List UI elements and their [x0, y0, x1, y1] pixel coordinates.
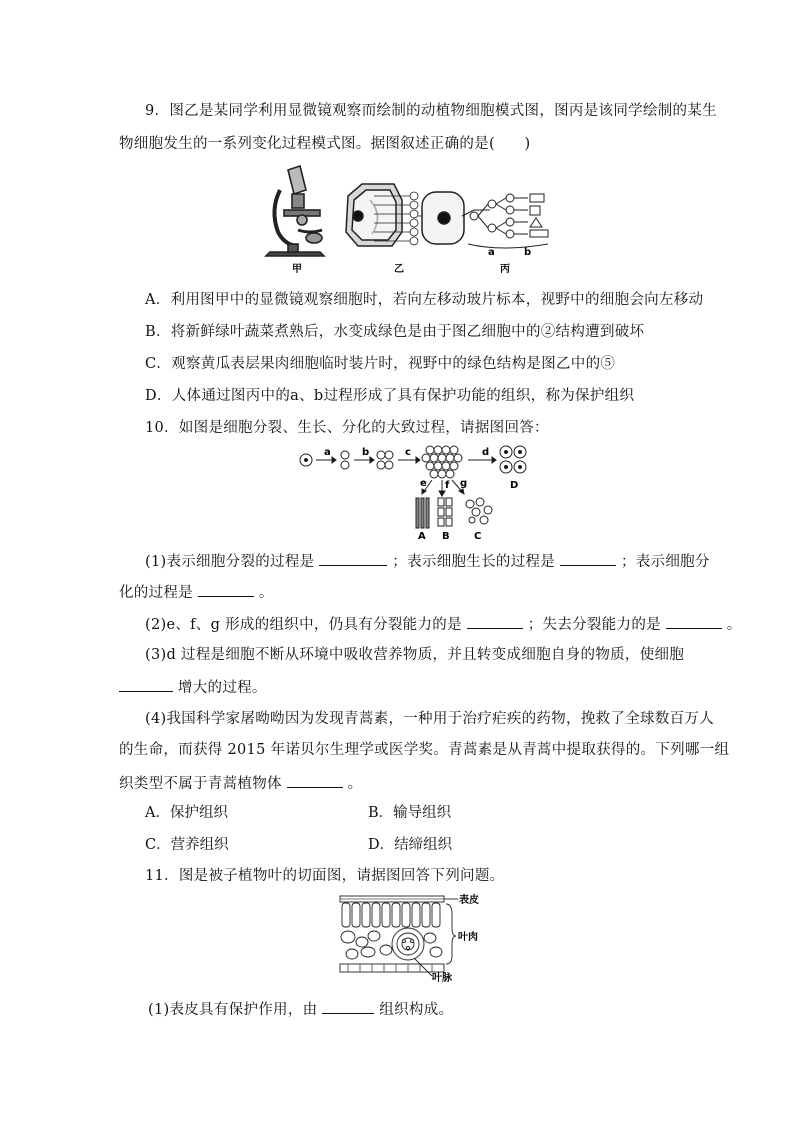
q10-p2-text-b: ；失去分裂能力的是: [527, 617, 661, 633]
q10-stem: 10．如图是细胞分裂、生长、分化的大致过程，请据图回答：: [145, 420, 549, 436]
q10-part1-line2: [119, 581, 274, 603]
q10-p2-text-c: 。: [726, 617, 742, 633]
q10-p2-text-a: (2)e、f、g 形成的组织中，仍具有分裂能力的是: [145, 617, 462, 633]
fig10-a: a: [324, 447, 331, 458]
q10-p4-text-b: 。: [347, 776, 363, 792]
fig10-d: d: [482, 447, 490, 458]
label-jia: 甲: [292, 264, 302, 275]
q10-p1-text-a: (1)表示细胞分裂的过程是: [145, 554, 315, 570]
q10-part1-line1: [145, 550, 710, 572]
q10-p1-text-d: 化的过程是: [119, 585, 193, 601]
q11-p1-text-b: 组织构成。: [379, 1002, 454, 1018]
q10-answer-blank-volume[interactable]: [119, 676, 173, 692]
q10-part4-line3: [119, 772, 362, 794]
plant-cell-icon: [346, 184, 402, 246]
q10-option-b: B．输导组织: [368, 805, 452, 821]
q10-answer-blank-cannot-divide[interactable]: [666, 613, 722, 629]
q10-p3-text-b: 增大的过程。: [177, 680, 267, 696]
animal-cell-icon: [422, 192, 464, 244]
label-yi: 乙: [394, 264, 404, 275]
q9-option-a: A．利用图甲中的显微镜观察细胞时，若向左移动玻片标本，视野中的细胞会向左移动: [145, 292, 704, 308]
microscope-icon: [266, 166, 324, 256]
cell-process-diagram: [462, 194, 548, 248]
fig10-g: g: [460, 478, 468, 489]
q10-part4-line2: 的生命，而获得 2015 年诺贝尔生理学或医学奖。青蒿素是从青蒿中提取获得的。下列哪一组: [119, 742, 730, 758]
label-b: b: [524, 247, 532, 258]
q11-figure: [338, 892, 494, 982]
q10-figure-svg: [292, 440, 528, 540]
fig10-e: e: [420, 478, 427, 489]
q10-p1-text-e: 。: [258, 585, 274, 601]
q10-part3-line2: [119, 676, 267, 698]
q10-answer-blank-differentiation[interactable]: [198, 581, 254, 597]
q10-p1-text-c: ；表示细胞分: [620, 554, 710, 570]
q11-answer-blank-tissue[interactable]: [322, 998, 374, 1014]
q10-option-c: C．营养组织: [145, 837, 229, 853]
q10-part4-line1: (4)我国科学家屠呦呦因为发现青蒿素，一种用于治疗疟疾的药物，挽救了全球数百万人: [145, 711, 715, 727]
q10-part3-line1: (3)d 过程是细胞不断从环境中吸收营养物质，并且转变成细胞自身的物质，使细胞: [145, 647, 685, 663]
fig10-B: B: [442, 531, 450, 540]
q10-answer-blank-tissue[interactable]: [287, 772, 343, 788]
fig10-D: D: [510, 480, 519, 491]
q9-figure-svg: [262, 160, 562, 276]
fig11-label-epidermis: 表皮: [459, 895, 479, 906]
q10-answer-blank-division[interactable]: [319, 550, 387, 566]
q9-option-d: D．人体通过图丙中的a、b过程形成了具有保护功能的组织，称为保护组织: [145, 388, 635, 404]
q10-option-a: A．保护组织: [145, 805, 228, 821]
q10-p4-text-a: 织类型不属于青蒿植物体: [119, 776, 282, 792]
fig10-c: c: [405, 447, 411, 458]
q11-p1-text-a: (1)表皮具有保护作用，由: [148, 1002, 318, 1018]
q10-answer-blank-growth[interactable]: [560, 550, 616, 566]
fig10-A: A: [418, 531, 426, 540]
fig10-f: f: [445, 480, 450, 491]
q10-option-d: D．结缔组织: [368, 837, 453, 853]
fig10-b: b: [362, 447, 370, 458]
q11-figure-svg: [338, 892, 494, 982]
fig10-C: C: [474, 531, 482, 540]
q11-part1: [148, 998, 453, 1020]
q10-part2: [145, 613, 742, 635]
label-a: a: [488, 247, 495, 258]
fig11-label-mesophyll: 叶肉: [458, 932, 478, 943]
fig11-label-vein: 叶脉: [432, 973, 452, 982]
q9-option-b: B．将新鲜绿叶蔬菜煮熟后，水变成绿色是由于图乙细胞中的②结构遭到破坏: [145, 324, 645, 340]
q10-p1-text-b: ；表示细胞生长的过程是: [392, 554, 556, 570]
q10-answer-blank-can-divide[interactable]: [467, 613, 523, 629]
q9-stem-line1: 9．图乙是某同学利用显微镜观察而绘制的动植物细胞模式图，图丙是该同学绘制的某生: [145, 103, 717, 119]
q9-figure: [262, 160, 562, 276]
q9-option-c: C．观察黄瓜表层果肉细胞临时装片时，视野中的绿色结构是图乙中的⑤: [145, 356, 616, 372]
q9-stem-line2: 物细胞发生的一系列变化过程模式图。据图叙述正确的是( ): [119, 136, 531, 152]
q11-stem: 11．图是被子植物叶的切面图，请据图回答下列问题。: [145, 868, 505, 884]
q10-figure: [292, 440, 528, 540]
label-bing: 丙: [500, 264, 510, 275]
